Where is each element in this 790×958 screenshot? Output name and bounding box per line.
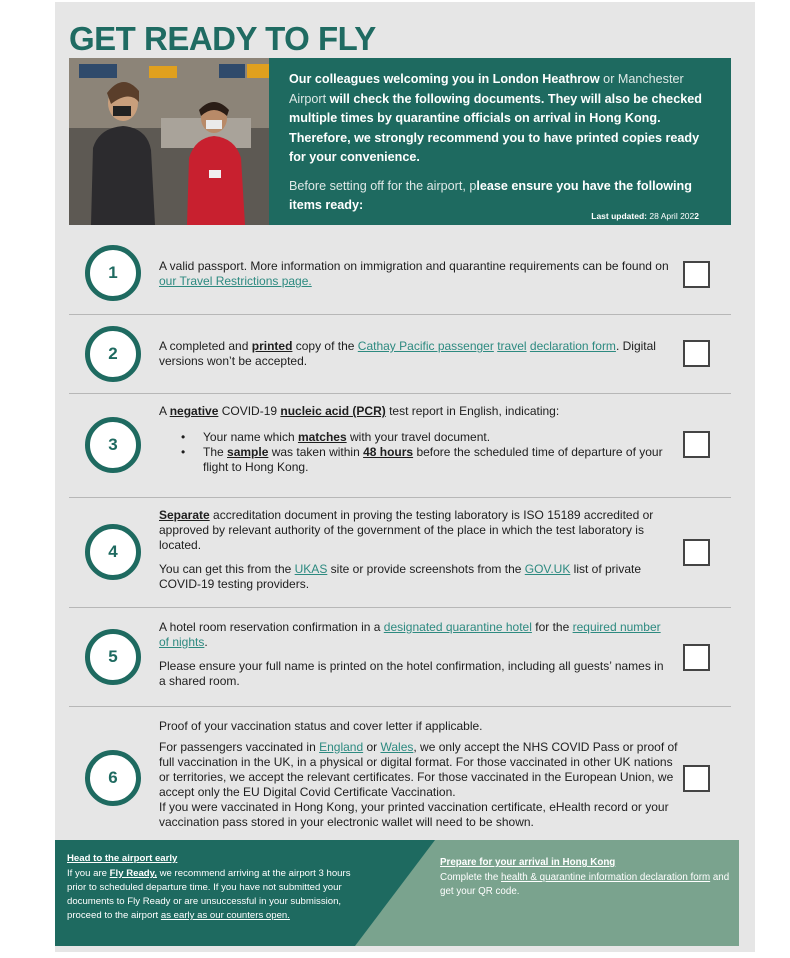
england-link[interactable]: England — [319, 740, 364, 754]
step-number-4: 4 — [85, 524, 141, 580]
text-segment: site or provide screenshots from the — [327, 562, 525, 576]
airport-staff-photo — [69, 58, 269, 225]
text-segment: was taken within — [268, 445, 364, 459]
arrival-heading: Prepare for your arrival in Hong Kong — [440, 857, 616, 868]
item-5-paragraph-1 — [159, 620, 671, 650]
text-segment: . — [204, 635, 208, 649]
item-2-checkbox[interactable] — [683, 340, 710, 367]
item-6-paragraph-2 — [159, 740, 679, 800]
text-segment: and get your QR code. — [440, 872, 730, 897]
hero-paragraph-1 — [289, 70, 714, 168]
text-segment: . Digital versions won’t be accepted. — [159, 339, 656, 368]
footer-left-body — [67, 867, 367, 923]
step-number-6: 6 — [85, 750, 141, 806]
hero-text-segment: Airport — [289, 91, 327, 106]
list-item — [181, 430, 671, 445]
text-segment: For passengers vaccinated in — [159, 740, 320, 754]
text-emphasis: sample — [227, 445, 269, 459]
travel-link[interactable]: travel — [497, 339, 527, 353]
text-segment: we recommend arriving at the airport 3 hours prior to scheduled departure time. If you have not submitted your documents to Fly Ready or are unsuccessful in your submission, proceed to the airport — [67, 868, 351, 921]
hero-text-segment: Our colleagues welcoming you in London Heathrow — [289, 72, 600, 86]
text-emphasis: matches — [297, 430, 347, 444]
text-segment: test report in English, indicating: — [385, 404, 560, 418]
text-emphasis: negative — [169, 404, 219, 418]
text-segment: A completed and — [159, 339, 252, 353]
text-segment: or — [363, 740, 381, 754]
text-segment: copy of the — [292, 339, 358, 353]
footer-right-text — [440, 856, 730, 899]
document-page — [55, 2, 755, 952]
item-5-paragraph-2: Please ensure your full name is printed on the hotel confirmation, including all guests’ names in a shared room. — [159, 659, 664, 688]
step-number-3: 3 — [85, 417, 141, 473]
text-segment: A valid passport. More information on immigration and quarantine requirements can be found on — [159, 259, 669, 273]
ukas-link[interactable]: UKAS — [294, 562, 328, 576]
item-1-checkbox[interactable] — [683, 261, 710, 288]
last-updated-label: Last updated: — [591, 211, 647, 221]
footer-banner — [55, 840, 739, 946]
airport-early-heading: Head to the airport early — [67, 853, 178, 864]
wales-link[interactable]: Wales — [380, 740, 414, 754]
text-segment: , we only accept the NHS COVID Pass or proof of full vaccination in the UK, in a physical or digital format. For those vaccinated in other UK nations or territories, we accept the relevant certificates. For those vaccinated in the European Union, we accept only the EU Digital Covid Certificate Vaccination. — [159, 740, 678, 799]
hero-text-segment: lease ensure you have the following items ready: — [289, 178, 692, 212]
text-segment: The — [203, 445, 228, 459]
text-segment: before the scheduled time of departure of your flight to Hong Kong. — [203, 445, 663, 474]
text-segment: You can get this from the — [159, 562, 295, 576]
step-number-1: 1 — [85, 245, 141, 301]
checklist-item-4 — [69, 498, 731, 608]
text-segment: A hotel room reservation confirmation in a — [159, 620, 384, 634]
text-segment: with your travel document. — [346, 430, 491, 444]
checklist-item-2 — [69, 315, 731, 394]
text-emphasis: 48 hours — [363, 445, 414, 459]
hero-text-segment: will check the following documents. They will also be checked multiple times by quarantine officials on arrival in Hong Kong. Therefore, we strongly recommend you to have printed copies ready for your convenience. — [289, 91, 702, 164]
text-emphasis: printed — [251, 339, 293, 353]
hero-text-segment: or Manchester — [599, 72, 684, 86]
gov-uk-link[interactable]: GOV.UK — [524, 562, 571, 576]
counters-open-link[interactable]: as early as our counters open. — [160, 910, 290, 921]
item-4-checkbox[interactable] — [683, 539, 710, 566]
checklist-item-3 — [69, 394, 731, 498]
page-title: GET READY TO FLY — [69, 20, 376, 57]
item-6-paragraph-3: If you were vaccinated in Hong Kong, your printed vaccination certificate, eHealth record or your vaccination pass stored in your electronic wallet will need to be shown. — [159, 800, 669, 829]
text-segment: for the — [531, 620, 573, 634]
hero-paragraph-2 — [289, 177, 714, 216]
declaration-form-footer-link[interactable]: health & quarantine information declaration form — [501, 872, 711, 883]
text-emphasis: nucleic acid (PCR) — [280, 404, 386, 418]
item-5-checkbox[interactable] — [683, 644, 710, 671]
checklist-item-5 — [69, 608, 731, 707]
last-updated — [591, 211, 699, 221]
list-item — [181, 445, 671, 475]
quarantine-hotel-link[interactable]: designated quarantine hotel — [383, 620, 532, 634]
hero-text-segment: Before setting off for the airport, p — [289, 178, 477, 193]
item-4-text — [159, 508, 671, 592]
hero-text — [289, 70, 714, 216]
checklist-item-1 — [69, 235, 731, 315]
text-segment: If you are — [67, 868, 110, 879]
hero-banner — [69, 58, 731, 225]
item-3-bullets — [181, 430, 671, 475]
item-6-text — [159, 719, 679, 830]
text-segment: A — [159, 404, 170, 418]
footer-right-body — [440, 871, 730, 899]
checklist — [69, 235, 731, 840]
declaration-form-link[interactable]: declaration form — [529, 339, 616, 353]
footer-left-text — [67, 852, 367, 923]
item-1-text — [159, 259, 671, 289]
last-updated-date: 28 April 202 — [647, 211, 695, 221]
item-6-paragraph-1: Proof of your vaccination status and cover letter if applicable. — [159, 719, 483, 733]
text-segment: list of private COVID-19 testing providers. — [159, 562, 642, 591]
item-2-text — [159, 339, 671, 369]
passenger-link[interactable]: Cathay Pacific passenger — [357, 339, 494, 353]
checklist-item-6 — [69, 707, 731, 840]
step-number-5: 5 — [85, 629, 141, 685]
item-4-paragraph-2 — [159, 562, 671, 592]
number-of-nights-link[interactable]: required number of nights — [159, 620, 661, 649]
text-segment: accreditation document in proving the testing laboratory is ISO 15189 accredited or approved by relevant authority of the government of the place in which the test laboratory is located. — [159, 508, 654, 552]
travel-restrictions-link[interactable]: our Travel Restrictions page. — [159, 274, 312, 288]
item-3-text — [159, 404, 671, 475]
text-segment: Your name which — [203, 430, 298, 444]
item-5-text — [159, 620, 671, 689]
text-segment: COVID-19 — [218, 404, 281, 418]
text-segment: Complete the — [440, 872, 501, 883]
step-number-2: 2 — [85, 326, 141, 382]
last-updated-year-end: 2 — [694, 211, 699, 221]
item-4-paragraph-1 — [159, 508, 671, 553]
text-emphasis: Separate — [159, 508, 210, 522]
item-3-checkbox[interactable] — [683, 431, 710, 458]
item-6-checkbox[interactable] — [683, 765, 710, 792]
fly-ready-link[interactable]: Fly Ready, — [109, 868, 157, 879]
